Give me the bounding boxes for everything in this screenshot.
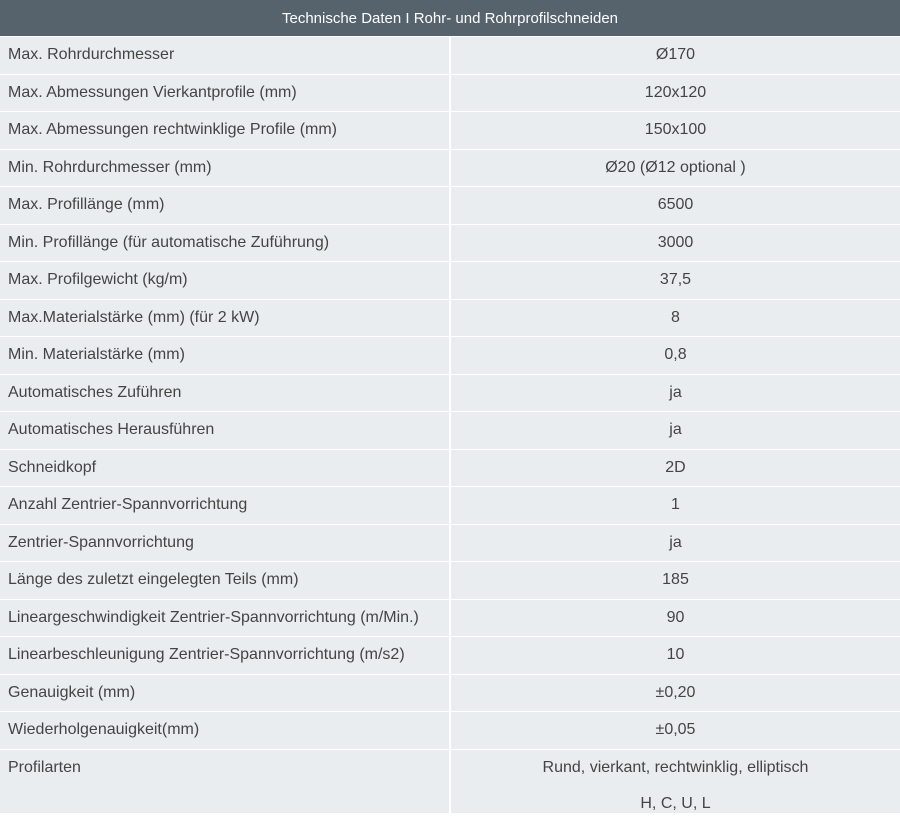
row-value bbox=[450, 749, 900, 813]
row-value: 37,5 bbox=[450, 262, 900, 300]
table-row bbox=[0, 149, 900, 187]
table-row bbox=[0, 337, 900, 375]
row-label: Wiederholgenauigkeit(mm) bbox=[0, 712, 450, 750]
table-body bbox=[0, 37, 900, 814]
row-label: Max. Abmessungen Vierkantprofile (mm) bbox=[0, 74, 450, 112]
table-row bbox=[0, 674, 900, 712]
row-label: Länge des zuletzt eingelegten Teils (mm) bbox=[0, 562, 450, 600]
table-row bbox=[0, 74, 900, 112]
row-value: 150x100 bbox=[450, 112, 900, 150]
row-value: ja bbox=[450, 412, 900, 450]
row-value: Ø170 bbox=[450, 37, 900, 75]
table-header-row bbox=[0, 0, 900, 37]
row-value-line-2: H, C, U, L bbox=[640, 794, 711, 812]
row-value: 6500 bbox=[450, 187, 900, 225]
row-label: Automatisches Zuführen bbox=[0, 374, 450, 412]
row-label: Max. Profilgewicht (kg/m) bbox=[0, 262, 450, 300]
row-label: Max.Materialstärke (mm) (für 2 kW) bbox=[0, 299, 450, 337]
table-row bbox=[0, 224, 900, 262]
table-row bbox=[0, 262, 900, 300]
table-row bbox=[0, 449, 900, 487]
row-label: Max. Rohrdurchmesser bbox=[0, 37, 450, 75]
row-label: Max. Profillänge (mm) bbox=[0, 187, 450, 225]
row-value: ±0,05 bbox=[450, 712, 900, 750]
table-row bbox=[0, 487, 900, 525]
table-row bbox=[0, 562, 900, 600]
table-row bbox=[0, 412, 900, 450]
row-value: 90 bbox=[450, 599, 900, 637]
table-row-profile-types bbox=[0, 749, 900, 813]
row-label: Min. Materialstärke (mm) bbox=[0, 337, 450, 375]
row-value: ±0,20 bbox=[450, 674, 900, 712]
row-value-line-1: Rund, vierkant, rechtwinklig, elliptisch bbox=[542, 758, 809, 776]
row-value: ja bbox=[450, 524, 900, 562]
row-value: 10 bbox=[450, 637, 900, 675]
row-label: Linearbeschleunigung Zentrier-Spannvorrichtung (m/s2) bbox=[0, 637, 450, 675]
table-row bbox=[0, 112, 900, 150]
table-row bbox=[0, 599, 900, 637]
row-label: Lineargeschwindigkeit Zentrier-Spannvorrichtung (m/Min.) bbox=[0, 599, 450, 637]
row-label: Anzahl Zentrier-Spannvorrichtung bbox=[0, 487, 450, 525]
table-row bbox=[0, 637, 900, 675]
row-value: 0,8 bbox=[450, 337, 900, 375]
row-label: Min. Rohrdurchmesser (mm) bbox=[0, 149, 450, 187]
table-row bbox=[0, 374, 900, 412]
table-title: Technische Daten I Rohr- und Rohrprofilschneiden bbox=[0, 0, 900, 37]
table-row bbox=[0, 37, 900, 75]
row-value: 8 bbox=[450, 299, 900, 337]
row-label: Max. Abmessungen rechtwinklige Profile (mm) bbox=[0, 112, 450, 150]
table-row bbox=[0, 187, 900, 225]
row-value: Ø20 (Ø12 optional ) bbox=[450, 149, 900, 187]
row-value: 3000 bbox=[450, 224, 900, 262]
row-label: Schneidkopf bbox=[0, 449, 450, 487]
row-label: Min. Profillänge (für automatische Zuführung) bbox=[0, 224, 450, 262]
row-label: Genauigkeit (mm) bbox=[0, 674, 450, 712]
row-value: 1 bbox=[450, 487, 900, 525]
row-label: Automatisches Herausführen bbox=[0, 412, 450, 450]
table-row bbox=[0, 524, 900, 562]
row-value: 120x120 bbox=[450, 74, 900, 112]
row-label: Profilarten bbox=[0, 749, 450, 813]
row-label: Zentrier-Spannvorrichtung bbox=[0, 524, 450, 562]
table-row bbox=[0, 712, 900, 750]
row-value: 185 bbox=[450, 562, 900, 600]
row-value: ja bbox=[450, 374, 900, 412]
row-value: 2D bbox=[450, 449, 900, 487]
table-row bbox=[0, 299, 900, 337]
